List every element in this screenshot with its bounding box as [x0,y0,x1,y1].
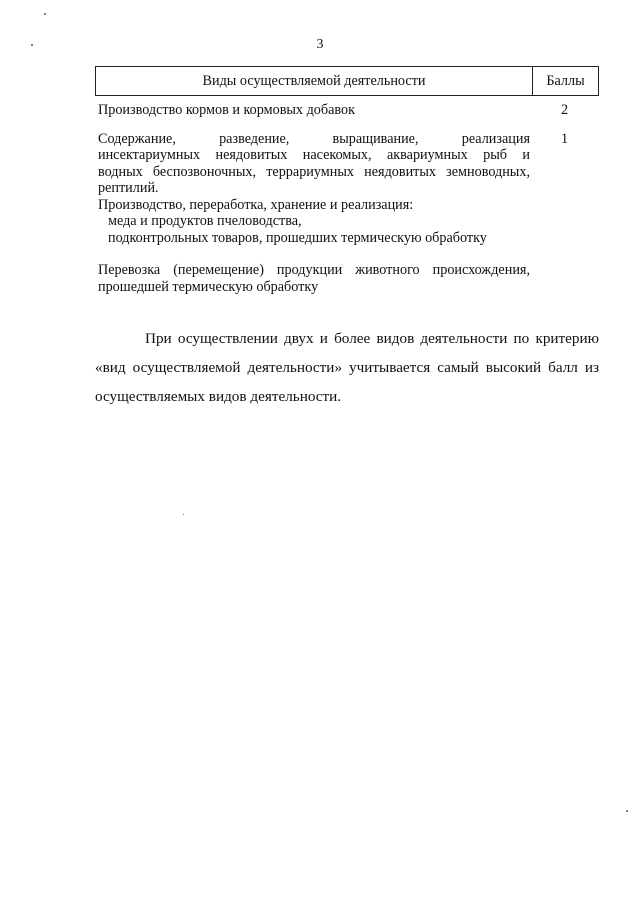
scan-speck [44,13,46,15]
activity-line: инсектариумных неядовитых насекомых, аквариумных рыб и [98,147,530,163]
activity-score-table [95,66,599,295]
score-cell: 2 [560,102,569,118]
note-line: осуществляемых видов деятельности. [95,388,342,405]
activity-line: Содержание, разведение, выращивание, реализация [98,130,530,147]
table-row [95,102,599,119]
scan-speck [183,514,184,515]
scan-speck [626,810,628,812]
activity-line: Перевозка (перемещение) продукции животного происхождения, [98,262,530,278]
activity-line: прошедшей термическую обработку [98,278,319,295]
activity-line: Производство, переработка, хранение и реализация: [98,196,414,213]
table-row [95,197,599,247]
activity-line: рептилий. [98,180,159,196]
note-line: При осуществлении двух и более видов деятельности по критерию [145,330,599,347]
table-row [95,131,599,197]
activity-cell [95,102,530,119]
header-score: Баллы [546,73,585,89]
activity-line: меда и продуктов пчеловодства, [108,213,302,229]
table-row [95,262,599,295]
table-header [95,66,599,96]
score-cell: 1 [560,130,569,147]
score-cell [530,262,599,295]
activity-line: Производство кормов и кормовых добавок [98,102,355,118]
note-line: «вид осуществляемой деятельности» учитывается самый высокий балл из [95,359,599,376]
page-number: 3 [316,37,324,52]
activity-cell [95,131,530,197]
activity-cell [95,197,530,247]
score-cell [530,197,599,247]
activity-line: водных беспозвоночных, террариумных неядовитых земноводных, [98,163,530,180]
criterion-note [95,324,599,411]
activity-line: подконтрольных товаров, прошедших термическую обработку [108,229,487,246]
header-activity: Виды осуществляемой деятельности [96,67,533,95]
activity-cell [95,262,530,295]
